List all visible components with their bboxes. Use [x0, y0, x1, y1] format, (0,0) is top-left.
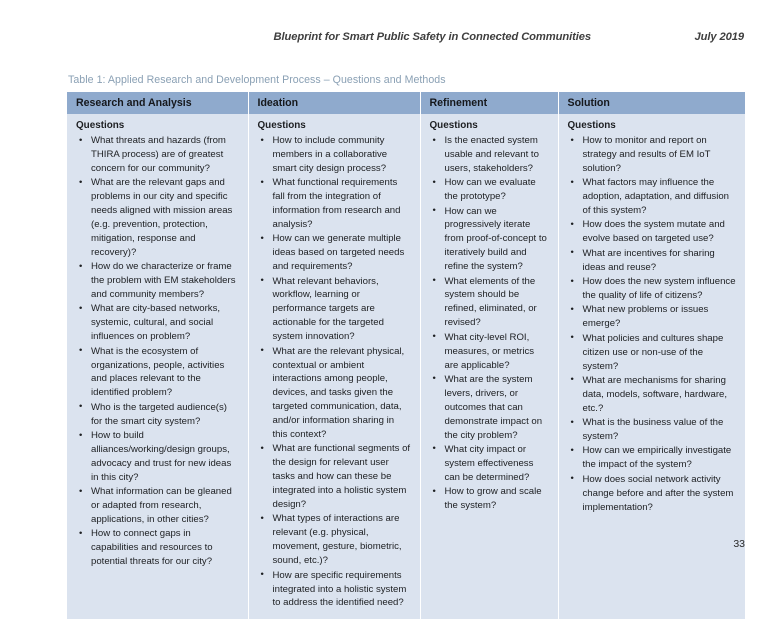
- bullet-icon: •: [570, 247, 574, 259]
- question-text: What city impact or system effectiveness can be determined?: [444, 443, 534, 483]
- question-text: Who is the targeted audience(s) for the smart city system?: [91, 401, 227, 427]
- question-item: [76, 176, 240, 259]
- cell-solution: [558, 114, 745, 619]
- bullet-icon: •: [79, 401, 83, 413]
- column-header-solution: Solution: [558, 92, 745, 114]
- bullet-icon: •: [260, 176, 264, 188]
- bullet-icon: •: [432, 331, 436, 343]
- bullet-icon: •: [260, 134, 264, 146]
- question-text: What elements of the system should be refined, eliminated, or revised?: [444, 275, 537, 329]
- question-item: [258, 512, 412, 568]
- bullet-icon: •: [570, 218, 574, 230]
- question-item: [430, 331, 550, 373]
- question-text: How to build alliances/working/design groups, advocacy and trust for new ideas in this city?: [91, 430, 232, 483]
- question-text: How to grow and scale the system?: [444, 486, 542, 512]
- cell-label-questions: Questions: [257, 120, 306, 131]
- question-text: How does the new system influence the quality of life of citizens?: [582, 276, 736, 301]
- bullet-icon: •: [260, 442, 264, 454]
- question-text: What policies and cultures shape citizen use or non-use of the system?: [582, 332, 724, 372]
- question-text: What are mechanisms for sharing data, models, software, hardware, etc.?: [582, 374, 728, 414]
- question-item: [76, 485, 240, 527]
- question-text: How are specific requirements integrated into a holistic system to address the identified need?: [272, 569, 407, 609]
- cell-label-questions: Questions: [567, 120, 616, 131]
- table-body-row: [67, 114, 745, 619]
- bullet-icon: •: [432, 275, 436, 287]
- question-text: What information can be gleaned or adapted from research, applications, in other cities?: [91, 486, 232, 525]
- question-item: [430, 485, 550, 513]
- question-item: [430, 205, 550, 275]
- question-text: How can we evaluate the prototype?: [444, 177, 536, 203]
- research-process-table: [67, 92, 745, 619]
- table-caption: Table 1: Applied Research and Development Process – Questions and Methods: [68, 74, 446, 86]
- question-text: How can we progressively iterate from proof-of-concept to iteratively build and refine the system?: [444, 205, 547, 273]
- bullet-icon: •: [79, 176, 83, 188]
- question-item: [430, 275, 550, 331]
- document-date: July 2019: [694, 31, 744, 43]
- question-item: [568, 247, 738, 275]
- question-item: [568, 374, 738, 416]
- bullet-icon: •: [79, 260, 83, 272]
- cell-research-and-analysis: [67, 114, 248, 619]
- question-text: Is the enacted system usable and relevant to users, stakeholders?: [444, 135, 539, 174]
- bullet-icon: •: [570, 444, 574, 456]
- question-item: [568, 303, 738, 331]
- question-item: [76, 134, 240, 176]
- bullet-icon: •: [432, 205, 436, 217]
- question-item: [568, 416, 738, 444]
- table-header-row: [67, 92, 745, 114]
- bullet-icon: •: [79, 485, 83, 497]
- question-item: [76, 260, 240, 302]
- question-list-solution: [568, 134, 738, 514]
- question-text: How to monitor and report on strategy and results of EM IoT solution?: [582, 135, 711, 174]
- question-text: How do we characterize or frame the problem with EM stakeholders and community members?: [91, 261, 236, 300]
- bullet-icon: •: [432, 176, 436, 188]
- question-item: [258, 134, 412, 176]
- bullet-icon: •: [79, 302, 83, 314]
- question-text: How does the system mutate and evolve based on targeted use?: [582, 219, 725, 245]
- cell-refinement: [420, 114, 558, 619]
- column-header-ideation: Ideation: [248, 92, 420, 114]
- bullet-icon: •: [260, 275, 264, 287]
- bullet-icon: •: [570, 176, 574, 188]
- question-item: [258, 232, 412, 274]
- question-text: What are the system levers, drivers, or outcomes that can demonstrate impact on the city problem?: [444, 373, 543, 441]
- question-item: [258, 275, 412, 345]
- question-item: [76, 302, 240, 344]
- question-item: [568, 332, 738, 374]
- bullet-icon: •: [570, 332, 574, 344]
- question-item: [76, 429, 240, 485]
- question-list-refinement: [430, 134, 550, 513]
- question-item: [76, 401, 240, 429]
- question-item: [76, 345, 240, 401]
- question-text: What new problems or issues emerge?: [582, 304, 709, 330]
- cell-label-questions: Questions: [76, 120, 125, 131]
- question-list-ideation: [258, 134, 412, 610]
- question-item: [430, 176, 550, 204]
- question-text: How can we generate multiple ideas based on targeted needs and requirements?: [272, 233, 405, 273]
- bullet-icon: •: [570, 275, 574, 287]
- bullet-icon: •: [432, 443, 436, 455]
- bullet-icon: •: [570, 473, 574, 485]
- question-item: [568, 473, 738, 515]
- bullet-icon: •: [570, 374, 574, 386]
- document-title: Blueprint for Smart Public Safety in Connected Communities: [273, 31, 591, 43]
- question-item: [430, 134, 550, 176]
- question-item: [568, 275, 738, 303]
- bullet-icon: •: [432, 485, 436, 497]
- question-text: What is the business value of the system?: [582, 417, 724, 443]
- question-item: [76, 527, 240, 569]
- question-text: What are functional segments of the design for relevant user tasks and how can these be integrated into a holistic system design?: [272, 443, 411, 511]
- bullet-icon: •: [79, 429, 83, 441]
- bullet-icon: •: [260, 232, 264, 244]
- question-text: What are city-based networks, systemic, cultural, and social influences on problem?: [91, 303, 221, 343]
- question-text: What is the ecosystem of organizations, people, activities and places relevant to the identified problem?: [91, 345, 225, 399]
- question-item: [430, 443, 550, 485]
- bullet-icon: •: [79, 527, 83, 539]
- question-item: [258, 176, 412, 232]
- bullet-icon: •: [79, 134, 83, 146]
- question-text: How to connect gaps in capabilities and resources to potential threats for our city?: [91, 528, 213, 568]
- question-text: What are the relevant gaps and problems in our city and specific needs aligned with mission areas (e.g. prevention, protection, mitigation, response and recovery)?: [91, 177, 233, 258]
- question-item: [430, 373, 550, 443]
- question-item: [258, 442, 412, 512]
- bullet-icon: •: [79, 345, 83, 357]
- question-item: [568, 444, 738, 472]
- column-header-research-and-analysis: Research and Analysis: [67, 92, 248, 114]
- question-list-research-and-analysis: [76, 134, 240, 569]
- question-item: [568, 218, 738, 246]
- question-item: [568, 134, 738, 176]
- bullet-icon: •: [260, 569, 264, 581]
- bullet-icon: •: [432, 373, 436, 385]
- question-item: [258, 345, 412, 442]
- column-header-refinement: Refinement: [420, 92, 558, 114]
- question-text: What city-level ROI, measures, or metrics are applicable?: [444, 331, 535, 371]
- question-text: What are the relevant physical, contextual or ambient interactions among people, devices, and tasks given the targeted communication, data, and/or information sharing in this context?: [272, 345, 405, 441]
- page-number: 33: [733, 538, 745, 550]
- question-text: What functional requirements fall from the integration of information from research and analysis?: [272, 177, 401, 230]
- bullet-icon: •: [570, 416, 574, 428]
- question-text: How can we empirically investigate the impact of the system?: [582, 445, 732, 471]
- bullet-icon: •: [570, 303, 574, 315]
- question-item: [258, 569, 412, 611]
- question-text: How to include community members in a collaborative smart city design process?: [272, 135, 388, 174]
- bullet-icon: •: [570, 134, 574, 146]
- question-text: What threats and hazards (from THIRA process) are of greatest concern for our community?: [91, 135, 226, 174]
- question-text: What factors may influence the adoption, adaptation, and diffusion of this system?: [582, 177, 730, 217]
- bullet-icon: •: [260, 345, 264, 357]
- cell-ideation: [248, 114, 420, 619]
- question-text: What types of interactions are relevant (e.g. physical, movement, gesture, biometric, sound, etc.)?: [272, 513, 402, 567]
- question-text: What are incentives for sharing ideas and reuse?: [582, 247, 715, 273]
- question-item: [568, 176, 738, 218]
- question-text: How does social network activity change before and after the system implementation?: [582, 473, 734, 513]
- cell-label-questions: Questions: [429, 120, 478, 131]
- question-text: What relevant behaviors, workflow, learning or performance targets are actionable for the targeted system innovation?: [272, 275, 384, 343]
- bullet-icon: •: [260, 512, 264, 524]
- running-header: [60, 31, 744, 47]
- bullet-icon: •: [432, 134, 436, 146]
